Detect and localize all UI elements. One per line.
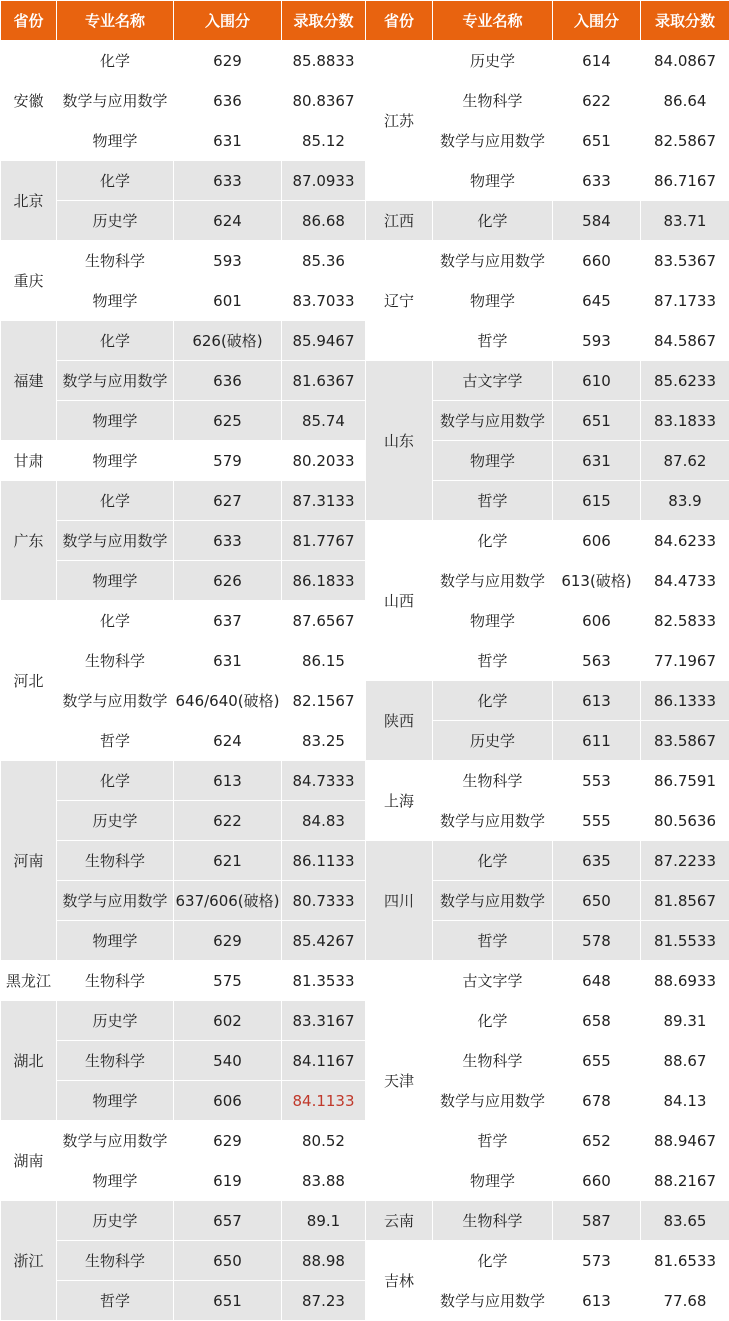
admission-score-cell: 83.88	[282, 1161, 366, 1201]
cutoff-score-cell: 658	[553, 1001, 641, 1041]
major-cell: 化学	[57, 761, 174, 801]
admission-score-cell: 87.0933	[282, 161, 366, 201]
major-cell: 历史学	[433, 41, 553, 81]
province-cell: 四川	[366, 841, 433, 961]
major-cell: 化学	[433, 681, 553, 721]
admission-score-cell: 81.6367	[282, 361, 366, 401]
major-cell: 数学与应用数学	[433, 561, 553, 601]
admission-score-cell: 88.98	[282, 1241, 366, 1281]
province-cell: 辽宁	[366, 241, 433, 361]
major-cell: 生物科学	[57, 641, 174, 681]
admission-score-cell: 80.52	[282, 1121, 366, 1161]
major-cell: 物理学	[433, 1161, 553, 1201]
table-row	[366, 521, 729, 561]
major-cell: 物理学	[433, 601, 553, 641]
table-row	[366, 961, 729, 1001]
admission-score-cell: 80.7333	[282, 881, 366, 921]
major-cell: 数学与应用数学	[57, 361, 174, 401]
table-header-row	[366, 1, 729, 41]
major-cell: 哲学	[433, 641, 553, 681]
cutoff-score-cell: 633	[553, 161, 641, 201]
major-cell: 古文字学	[433, 361, 553, 401]
province-cell: 上海	[366, 761, 433, 841]
province-cell: 甘肃	[1, 441, 57, 481]
cutoff-score-cell: 540	[174, 1041, 282, 1081]
admission-score-cell: 84.4733	[641, 561, 729, 601]
province-cell: 北京	[1, 161, 57, 241]
major-cell: 生物科学	[57, 841, 174, 881]
province-cell: 福建	[1, 321, 57, 441]
admission-score-cell: 87.2233	[641, 841, 729, 881]
admission-score-cell: 83.65	[641, 1201, 729, 1241]
cutoff-score-cell: 629	[174, 41, 282, 81]
admission-score-cell: 85.36	[282, 241, 366, 281]
cutoff-score-cell: 613	[174, 761, 282, 801]
table-row	[1, 601, 366, 641]
major-cell: 生物科学	[57, 241, 174, 281]
cutoff-score-cell: 621	[174, 841, 282, 881]
admission-score-cell: 81.7767	[282, 521, 366, 561]
major-cell: 物理学	[57, 1081, 174, 1121]
admission-score-cell: 81.8567	[641, 881, 729, 921]
province-cell: 安徽	[1, 41, 57, 161]
table-row	[1, 321, 366, 361]
header-province: 省份	[366, 1, 433, 41]
admission-score-cell: 88.67	[641, 1041, 729, 1081]
major-cell: 生物科学	[57, 1041, 174, 1081]
table-row	[366, 761, 729, 801]
cutoff-score-cell: 650	[174, 1241, 282, 1281]
admission-score-cell: 86.64	[641, 81, 729, 121]
major-cell: 生物科学	[433, 81, 553, 121]
major-cell: 化学	[433, 201, 553, 241]
admission-score-cell: 82.5867	[641, 121, 729, 161]
major-cell: 物理学	[57, 1161, 174, 1201]
table-row	[1, 41, 366, 81]
province-cell: 河南	[1, 761, 57, 961]
admission-score-cell: 83.9	[641, 481, 729, 521]
cutoff-score-cell: 584	[553, 201, 641, 241]
major-cell: 化学	[433, 841, 553, 881]
admission-score-cell: 84.0867	[641, 41, 729, 81]
header-admission-score: 录取分数	[641, 1, 729, 41]
admission-score-cell: 86.1133	[282, 841, 366, 881]
admission-score-cell: 81.5533	[641, 921, 729, 961]
major-cell: 物理学	[433, 161, 553, 201]
admission-score-cell: 88.9467	[641, 1121, 729, 1161]
admission-score-cell: 87.62	[641, 441, 729, 481]
province-cell: 吉林	[366, 1241, 433, 1321]
admission-score-cell: 84.1167	[282, 1041, 366, 1081]
cutoff-score-cell: 635	[553, 841, 641, 881]
major-cell: 物理学	[57, 441, 174, 481]
admission-score-cell: 82.1567	[282, 681, 366, 721]
major-cell: 数学与应用数学	[57, 881, 174, 921]
table-row	[366, 41, 729, 81]
admission-score-cell: 89.31	[641, 1001, 729, 1041]
major-cell: 历史学	[57, 801, 174, 841]
admission-score-cell: 83.7033	[282, 281, 366, 321]
admission-score-cell: 83.5367	[641, 241, 729, 281]
admission-score-cell: 85.6233	[641, 361, 729, 401]
cutoff-score-cell: 563	[553, 641, 641, 681]
province-cell: 重庆	[1, 241, 57, 321]
admission-score-cell: 80.8367	[282, 81, 366, 121]
admission-score-cell: 87.23	[282, 1281, 366, 1321]
major-cell: 生物科学	[57, 1241, 174, 1281]
major-cell: 物理学	[57, 281, 174, 321]
header-admission-score: 录取分数	[282, 1, 366, 41]
admission-score-cell: 88.6933	[641, 961, 729, 1001]
major-cell: 数学与应用数学	[433, 801, 553, 841]
cutoff-score-cell: 637	[174, 601, 282, 641]
admission-score-cell: 86.1833	[282, 561, 366, 601]
cutoff-score-cell: 660	[553, 241, 641, 281]
cutoff-score-cell: 601	[174, 281, 282, 321]
admission-score-cell: 83.71	[641, 201, 729, 241]
major-cell: 数学与应用数学	[433, 401, 553, 441]
major-cell: 哲学	[433, 1121, 553, 1161]
cutoff-score-cell: 660	[553, 1161, 641, 1201]
major-cell: 物理学	[57, 921, 174, 961]
cutoff-score-cell: 648	[553, 961, 641, 1001]
cutoff-score-cell: 555	[553, 801, 641, 841]
header-major: 专业名称	[433, 1, 553, 41]
province-cell: 浙江	[1, 1201, 57, 1321]
major-cell: 化学	[433, 1241, 553, 1281]
header-cutoff-score: 入围分	[553, 1, 641, 41]
table-row	[1, 1201, 366, 1241]
province-cell: 陕西	[366, 681, 433, 761]
cutoff-score-cell: 606	[553, 521, 641, 561]
cutoff-score-cell: 606	[174, 1081, 282, 1121]
cutoff-score-cell: 627	[174, 481, 282, 521]
admission-score-cell: 77.1967	[641, 641, 729, 681]
major-cell: 数学与应用数学	[57, 681, 174, 721]
admission-score-cell: 84.83	[282, 801, 366, 841]
cutoff-score-cell: 573	[553, 1241, 641, 1281]
province-cell: 广东	[1, 481, 57, 601]
cutoff-score-cell: 637/606(破格)	[174, 881, 282, 921]
admission-score-cell: 83.25	[282, 721, 366, 761]
cutoff-score-cell: 613	[553, 681, 641, 721]
major-cell: 生物科学	[433, 1201, 553, 1241]
major-cell: 数学与应用数学	[433, 241, 553, 281]
province-cell: 黑龙江	[1, 961, 57, 1001]
admission-score-cell: 85.9467	[282, 321, 366, 361]
cutoff-score-cell: 629	[174, 921, 282, 961]
cutoff-score-cell: 614	[553, 41, 641, 81]
province-cell: 山西	[366, 521, 433, 681]
cutoff-score-cell: 593	[174, 241, 282, 281]
table-row	[1, 441, 366, 481]
province-cell: 天津	[366, 961, 433, 1201]
cutoff-score-cell: 657	[174, 1201, 282, 1241]
province-cell: 湖北	[1, 1001, 57, 1121]
cutoff-score-cell: 651	[553, 401, 641, 441]
major-cell: 哲学	[433, 921, 553, 961]
cutoff-score-cell: 575	[174, 961, 282, 1001]
major-cell: 数学与应用数学	[57, 81, 174, 121]
admission-score-cell: 89.1	[282, 1201, 366, 1241]
admission-score-cell: 80.2033	[282, 441, 366, 481]
table-body-left	[1, 41, 366, 1321]
cutoff-score-cell: 631	[553, 441, 641, 481]
major-cell: 物理学	[433, 441, 553, 481]
major-cell: 数学与应用数学	[433, 881, 553, 921]
admission-score-cell: 83.1833	[641, 401, 729, 441]
major-cell: 物理学	[57, 401, 174, 441]
major-cell: 历史学	[57, 1201, 174, 1241]
major-cell: 化学	[57, 161, 174, 201]
admission-score-cell: 80.5636	[641, 801, 729, 841]
table-header-row	[1, 1, 366, 41]
major-cell: 生物科学	[433, 1041, 553, 1081]
header-major: 专业名称	[57, 1, 174, 41]
cutoff-score-cell: 610	[553, 361, 641, 401]
province-cell: 江苏	[366, 41, 433, 201]
cutoff-score-cell: 626(破格)	[174, 321, 282, 361]
province-cell: 江西	[366, 201, 433, 241]
admission-score-cell: 84.13	[641, 1081, 729, 1121]
major-cell: 化学	[57, 321, 174, 361]
cutoff-score-cell: 578	[553, 921, 641, 961]
cutoff-score-cell: 633	[174, 521, 282, 561]
table-body-right	[366, 41, 729, 1321]
cutoff-score-cell: 593	[553, 321, 641, 361]
cutoff-score-cell: 613(破格)	[553, 561, 641, 601]
major-cell: 历史学	[57, 201, 174, 241]
admission-score-cell: 81.6533	[641, 1241, 729, 1281]
admission-score-cell: 85.74	[282, 401, 366, 441]
major-cell: 哲学	[433, 481, 553, 521]
table-row	[1, 161, 366, 201]
major-cell: 生物科学	[57, 961, 174, 1001]
cutoff-score-cell: 645	[553, 281, 641, 321]
major-cell: 化学	[57, 481, 174, 521]
cutoff-score-cell: 622	[553, 81, 641, 121]
cutoff-score-cell: 587	[553, 1201, 641, 1241]
table-row	[366, 1241, 729, 1281]
table-row	[1, 961, 366, 1001]
table-row	[1, 241, 366, 281]
major-cell: 化学	[57, 601, 174, 641]
admission-score-cell: 86.7167	[641, 161, 729, 201]
major-cell: 数学与应用数学	[433, 121, 553, 161]
cutoff-score-cell: 606	[553, 601, 641, 641]
admission-score-cell: 77.68	[641, 1281, 729, 1321]
table-row	[1, 1001, 366, 1041]
admission-score-cell: 86.15	[282, 641, 366, 681]
major-cell: 哲学	[57, 1281, 174, 1321]
cutoff-score-cell: 655	[553, 1041, 641, 1081]
major-cell: 物理学	[433, 281, 553, 321]
admission-score-cell: 81.3533	[282, 961, 366, 1001]
cutoff-score-cell: 651	[174, 1281, 282, 1321]
cutoff-score-cell: 629	[174, 1121, 282, 1161]
province-cell: 山东	[366, 361, 433, 521]
major-cell: 化学	[57, 41, 174, 81]
cutoff-score-cell: 633	[174, 161, 282, 201]
admission-score-cell: 88.2167	[641, 1161, 729, 1201]
table-row	[366, 681, 729, 721]
major-cell: 哲学	[57, 721, 174, 761]
major-cell: 物理学	[57, 561, 174, 601]
table-row	[366, 1201, 729, 1241]
province-cell: 云南	[366, 1201, 433, 1241]
header-cutoff-score: 入围分	[174, 1, 282, 41]
cutoff-score-cell: 631	[174, 641, 282, 681]
province-cell: 湖南	[1, 1121, 57, 1201]
cutoff-score-cell: 619	[174, 1161, 282, 1201]
admission-score-cell: 85.8833	[282, 41, 366, 81]
major-cell: 物理学	[57, 121, 174, 161]
cutoff-score-cell: 602	[174, 1001, 282, 1041]
major-cell: 数学与应用数学	[433, 1081, 553, 1121]
cutoff-score-cell: 613	[553, 1281, 641, 1321]
cutoff-score-cell: 579	[174, 441, 282, 481]
table-row	[366, 201, 729, 241]
cutoff-score-cell: 636	[174, 361, 282, 401]
major-cell: 数学与应用数学	[57, 521, 174, 561]
cutoff-score-cell: 678	[553, 1081, 641, 1121]
table-row	[366, 241, 729, 281]
cutoff-score-cell: 631	[174, 121, 282, 161]
admission-score-cell: 86.1333	[641, 681, 729, 721]
admission-score-cell: 83.3167	[282, 1001, 366, 1041]
admission-score-cell: 84.1133	[282, 1081, 366, 1121]
admission-score-cell: 85.12	[282, 121, 366, 161]
cutoff-score-cell: 626	[174, 561, 282, 601]
province-cell: 河北	[1, 601, 57, 761]
admission-score-cell: 87.3133	[282, 481, 366, 521]
major-cell: 生物科学	[433, 761, 553, 801]
cutoff-score-cell: 625	[174, 401, 282, 441]
admission-score-cell: 85.4267	[282, 921, 366, 961]
table-row	[1, 1121, 366, 1161]
cutoff-score-cell: 652	[553, 1121, 641, 1161]
admission-score-cell: 86.68	[282, 201, 366, 241]
scores-table-right	[365, 0, 729, 1321]
admission-score-cell: 84.7333	[282, 761, 366, 801]
table-row	[1, 481, 366, 521]
cutoff-score-cell: 646/640(破格)	[174, 681, 282, 721]
cutoff-score-cell: 651	[553, 121, 641, 161]
major-cell: 数学与应用数学	[433, 1281, 553, 1321]
major-cell: 历史学	[57, 1001, 174, 1041]
major-cell: 哲学	[433, 321, 553, 361]
cutoff-score-cell: 624	[174, 201, 282, 241]
major-cell: 数学与应用数学	[57, 1121, 174, 1161]
major-cell: 历史学	[433, 721, 553, 761]
cutoff-score-cell: 650	[553, 881, 641, 921]
cutoff-score-cell: 624	[174, 721, 282, 761]
admission-score-cell: 84.5867	[641, 321, 729, 361]
admission-score-cell: 83.5867	[641, 721, 729, 761]
admission-score-cell: 87.1733	[641, 281, 729, 321]
table-row	[366, 361, 729, 401]
admission-score-cell: 84.6233	[641, 521, 729, 561]
table-row	[366, 841, 729, 881]
major-cell: 化学	[433, 1001, 553, 1041]
cutoff-score-cell: 611	[553, 721, 641, 761]
cutoff-score-cell: 615	[553, 481, 641, 521]
cutoff-score-cell: 636	[174, 81, 282, 121]
admission-score-cell: 82.5833	[641, 601, 729, 641]
admission-score-cell: 87.6567	[282, 601, 366, 641]
header-province: 省份	[1, 1, 57, 41]
cutoff-score-cell: 553	[553, 761, 641, 801]
major-cell: 古文字学	[433, 961, 553, 1001]
major-cell: 化学	[433, 521, 553, 561]
table-row	[1, 761, 366, 801]
admission-score-cell: 86.7591	[641, 761, 729, 801]
cutoff-score-cell: 622	[174, 801, 282, 841]
